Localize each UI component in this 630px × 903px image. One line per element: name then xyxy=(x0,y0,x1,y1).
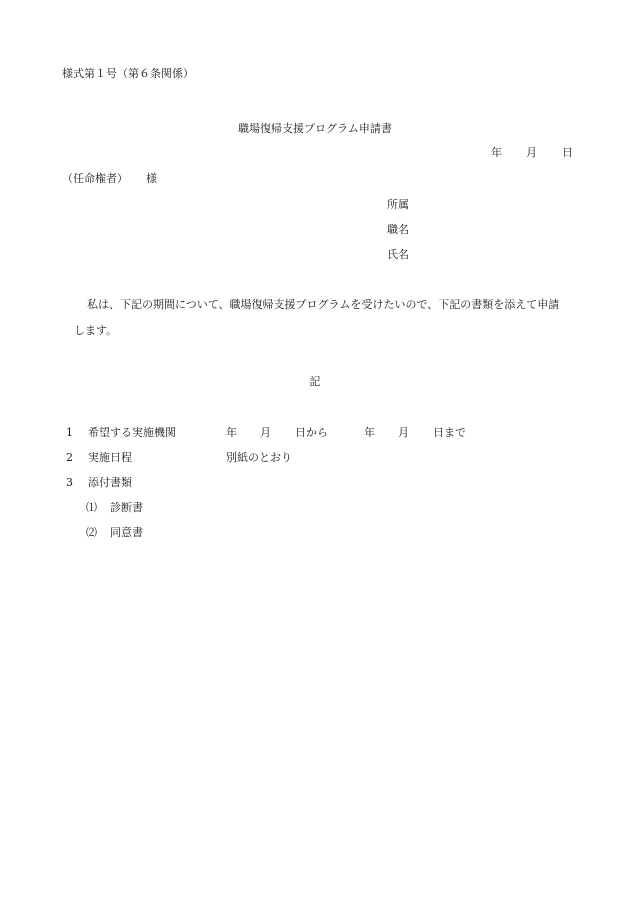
period-to-day: 日まで xyxy=(433,426,466,439)
date-year-label: 年 xyxy=(491,146,502,159)
applicant-position-label: 職名 xyxy=(387,223,409,236)
addressee-honorific: 様 xyxy=(146,172,157,185)
form-number: 様式第１号（第６条関係） xyxy=(62,67,194,80)
date-month-label: 月 xyxy=(526,146,537,159)
addressee xyxy=(62,172,157,186)
subitem-1-number: ⑴ xyxy=(86,501,97,514)
subitem-2-number: ⑵ xyxy=(86,526,97,539)
body-text-line-1: 私は、下記の期間について、職場復帰支援プログラムを受けたいので、下記の書類を添えて申請 xyxy=(87,298,560,311)
ki-heading: 記 xyxy=(309,375,321,388)
item-2-label: 実施日程 xyxy=(88,451,132,464)
subitem-2-label: 同意書 xyxy=(110,526,143,539)
period-from-year: 年 xyxy=(226,426,237,439)
item-2-number: 2 xyxy=(66,451,73,464)
document-title: 職場復帰支援プログラム申請書 xyxy=(238,122,392,135)
body-text-line-2: します。 xyxy=(74,324,118,337)
item-3-label: 添付書類 xyxy=(88,476,132,489)
period-to-year: 年 xyxy=(364,426,375,439)
item-2-value: 別紙のとおり xyxy=(226,451,292,464)
period-from-month: 月 xyxy=(260,426,271,439)
item-1-label: 希望する実施機関 xyxy=(88,426,176,439)
applicant-affiliation-label: 所属 xyxy=(387,198,409,211)
period-from-day: 日から xyxy=(295,426,328,439)
item-1-number: 1 xyxy=(66,426,73,439)
applicant-name-label: 氏名 xyxy=(387,248,409,261)
date-day-label: 日 xyxy=(562,146,573,159)
item-3-number: 3 xyxy=(66,476,73,489)
addressee-name: （任命権者） xyxy=(62,172,128,185)
period-to-month: 月 xyxy=(398,426,409,439)
subitem-1-label: 診断書 xyxy=(110,501,143,514)
